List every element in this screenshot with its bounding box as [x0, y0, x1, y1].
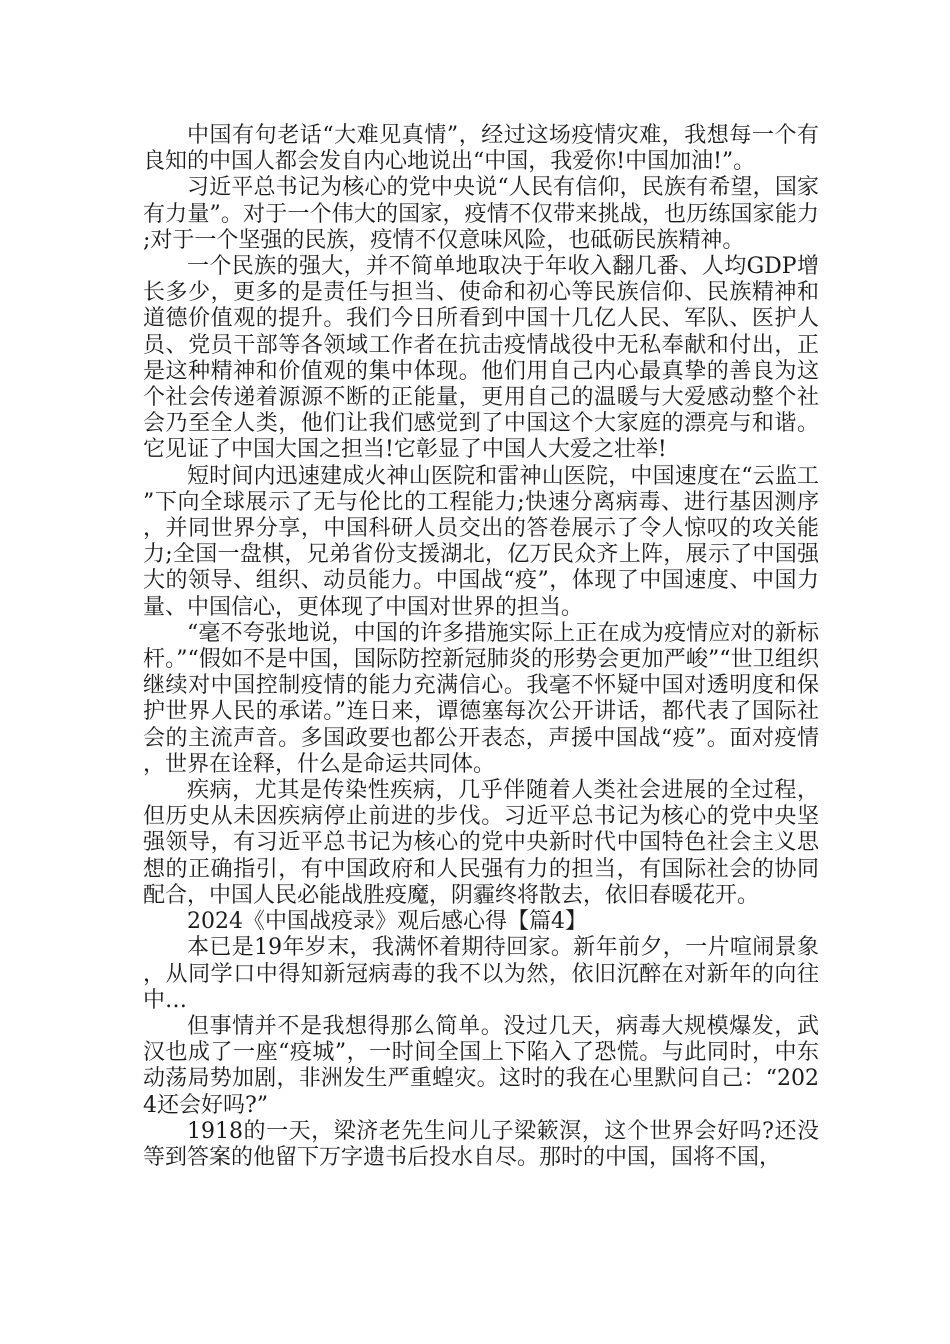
paragraph-2: 习近平总书记为核心的党中央说“人民有信仰，民族有希望，国家有力量”。对于一个伟大的国家，疫情不仅带来挑战，也历练国家能力;对于一个坚强的民族，疫情不仅意味风险，也砥砺民族精神。 [143, 175, 819, 253]
paragraph-5: “毫不夸张地说，中国的许多措施实际上正在成为疫情应对的新标杆。”“假如不是中国，国际防控新冠肺炎的形势会更加严峻”“世卫组织继续对中国控制疫情的能力充满信心。我毫不怀疑中国对透明度和保护世界人民的承诺。”连日来，谭德塞每次公开讲话，都代表了国际社会的主流声音。多国政要也都公开表态，声援中国战“疫”。面对疫情，世界在诠释，什么是命运共同体。 [143, 620, 819, 777]
paragraph-6: 疾病，尤其是传染性疾病，几乎伴随着人类社会进展的全过程，但历史从未因疾病停止前进的步伐。习近平总书记为核心的党中央坚强领导，有习近平总书记为核心的党中央新时代中国特色社会主义思想的正确指引，有中国政府和人民强有力的担当，有国际社会的协同配合，中国人民必能战胜疫魔，阴霾终将散去，依旧春暖花开。 [143, 778, 819, 908]
section-paragraph-1: 本已是19年岁末，我满怀着期待回家。新年前夕，一片喧闹景象，从同学口中得知新冠病毒的我不以为然，依旧沉醉在对新年的向往中… [143, 935, 819, 1013]
document-body [143, 123, 819, 1171]
paragraph-1: 中国有句老话“大难见真情”，经过这场疫情灾难，我想每一个有良知的中国人都会发自内心地说出“中国，我爱你!中国加油!”。 [143, 123, 819, 175]
paragraph-4: 短时间内迅速建成火神山医院和雷神山医院，中国速度在“云监工”下向全球展示了无与伦比的工程能力;快速分离病毒、进行基因测序，并同世界分享，中国科研人员交出的答卷展示了令人惊叹的攻关能力;全国一盘棋，兄弟省份支援湖北，亿万民众齐上阵，展示了中国强大的领导、组织、动员能力。中国战“疫”，体现了中国速度、中国力量、中国信心，更体现了中国对世界的担当。 [143, 463, 819, 620]
section-paragraph-2: 但事情并不是我想得那么简单。没过几天，病毒大规模爆发，武汉也成了一座“疫城”，一时间全国上下陷入了恐慌。与此同时，中东动荡局势加剧，非洲发生严重蝗灾。这时的我在心里默问自己：“2024还会好吗?” [143, 1013, 819, 1118]
section-paragraph-3: 1918的一天，梁济老先生问儿子梁簌溟，这个世界会好吗?还没等到答案的他留下万字遗书后投水自尽。那时的中国，国将不国， [143, 1118, 819, 1170]
section-heading: 2024《中国战疫录》观后感心得【篇4】 [187, 909, 587, 935]
paragraph-3: 一个民族的强大，并不简单地取决于年收入翻几番、人均GDP增长多少，更多的是责任与担当、使命和初心等民族信仰、民族精神和道德价值观的提升。我们今日所看到中国十几亿人民、军队、医护人员、党员干部等各领域工作者在抗击疫情战役中无私奉献和付出，正是这种精神和价值观的集中体现。他们用自己内心最真挚的善良为这个社会传递着源源不断的正能量，更用自己的温暖与大爱感动整个社会乃至全人类，他们让我们感觉到了中国这个大家庭的漂亮与和谐。它见证了中国大国之担当!它彰显了中国人大爱之壮举! [143, 254, 819, 463]
